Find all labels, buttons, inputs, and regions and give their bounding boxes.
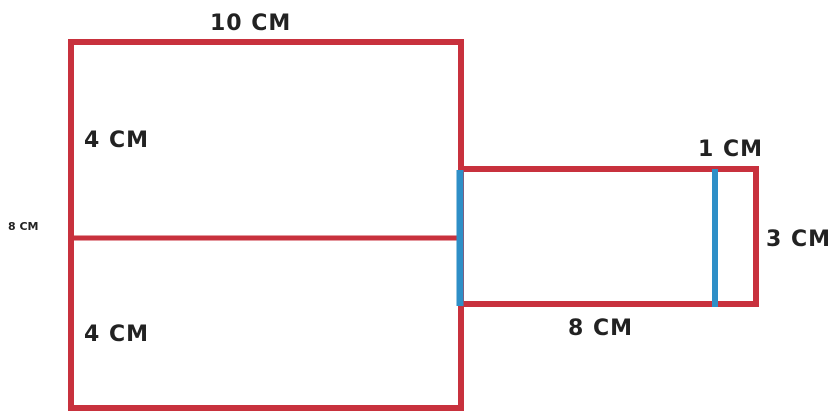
- label-right-top: 1 CM: [698, 137, 764, 162]
- label-left-total: 8 CM: [8, 220, 39, 233]
- large-rectangle: [71, 42, 461, 408]
- label-right-height: 3 CM: [766, 227, 832, 252]
- label-right-bottom: 8 CM: [568, 316, 634, 341]
- label-top-width: 10 CM: [210, 11, 292, 36]
- small-rectangle: [461, 169, 756, 304]
- label-left-upper: 4 CM: [84, 128, 150, 153]
- label-left-lower: 4 CM: [84, 322, 150, 347]
